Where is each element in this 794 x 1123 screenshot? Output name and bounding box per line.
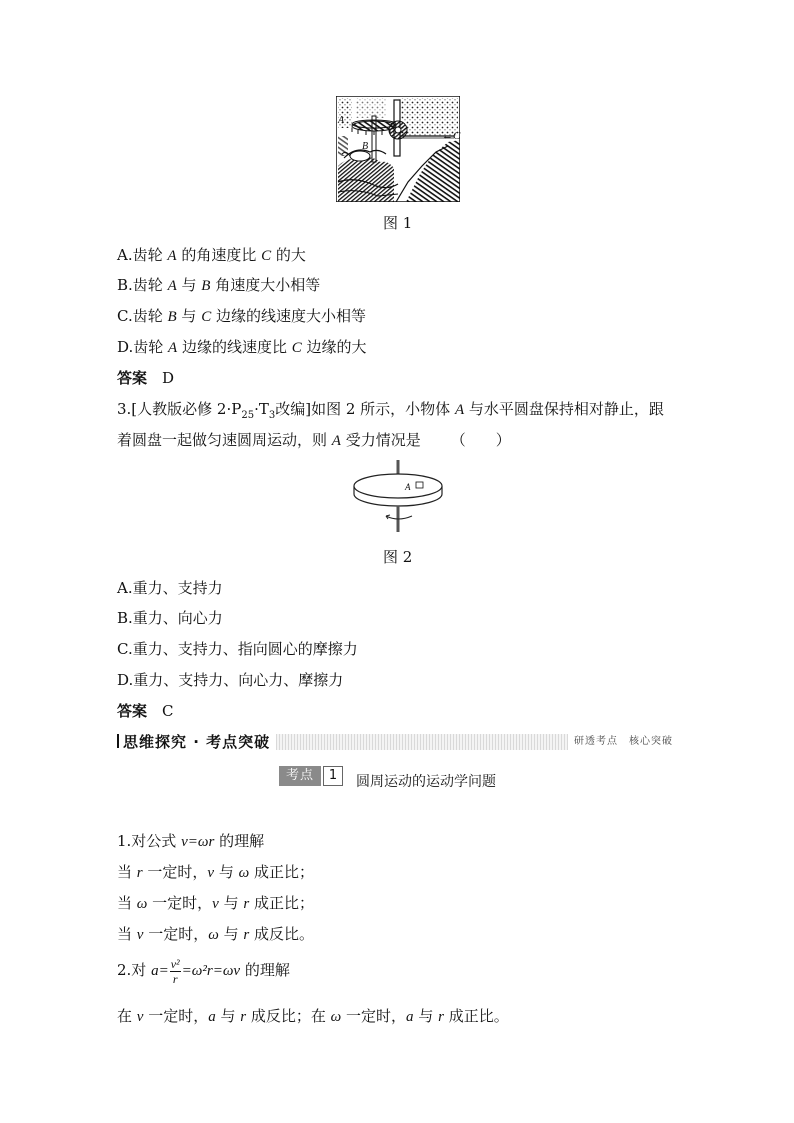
p1-line-2: 当 ω 一定时，v 与 r 成正比； (117, 894, 314, 912)
figure-1-label-b: B (362, 141, 369, 152)
p1-line-1: 当 r 一定时，v 与 ω 成正比； (117, 863, 314, 881)
figure-1-caption: 图 1 (383, 214, 413, 232)
q3-stem-line-2: 着圆盘一起做匀速圆周运动，则 A 受力情况是 （ ） (117, 431, 511, 449)
p2-heading: 2.对 a= $\frac{\text{v²}}{r}$ =ω²r=ωv 的理解 (117, 956, 290, 986)
figure-2-disk (350, 458, 448, 534)
p2-line: 在 v 一定时，a 与 r 成反比；在 ω 一定时，a 与 r 成正比。 (117, 1007, 509, 1025)
q3-option-d: D.重力、支持力、向心力、摩擦力 (117, 671, 344, 689)
q2-option-c: C.齿轮 B 与 C 边缘的线速度大小相等 (117, 307, 366, 325)
p2-fraction: $\frac{\text{v²}}{r}$ (170, 956, 180, 986)
figure-1-label-a: A (338, 115, 345, 126)
kaodian-title: 圆周运动的运动学问题 (356, 774, 496, 790)
q2-option-a: A.齿轮 A 的角速度比 C 的大 (117, 246, 306, 264)
q3-stem-line-1: 3.[人教版必修 $2\cdot P_{25}\cdot T_3$改编]如图 2 所示，小物体 A 与水平圆盘保持相对静止，跟 (117, 400, 664, 421)
kaodian-number: 1 (323, 766, 343, 786)
q3-option-a: A.重力、支持力 (117, 579, 223, 597)
section-title: 思维探究 · 考点突破 (117, 732, 276, 752)
figure-1-label-c-pointer: ←C (442, 130, 461, 142)
figure-1-label-c: C (453, 130, 461, 142)
q2-answer: 答案 D (117, 369, 175, 387)
section-subtitle: 研透考点 核心突破 (568, 734, 677, 750)
q3-answer: 答案 C (117, 702, 174, 720)
p1-line-3: 当 v 一定时，ω 与 r 成反比。 (117, 925, 314, 943)
figure-2-caption: 图 2 (383, 548, 413, 566)
kaodian-label: 考点 (279, 766, 321, 786)
figure-2-label-a: A (405, 482, 411, 492)
q2-option-b: B.齿轮 A 与 B 角速度大小相等 (117, 276, 321, 294)
figure-1-gears (336, 96, 460, 202)
q3-answer-bracket: （ ） (450, 431, 511, 449)
q3-option-b: B.重力、向心力 (117, 609, 223, 627)
figure-2-block (416, 482, 423, 488)
section-header-band (117, 734, 677, 750)
p1-heading: 1.对公式 v=ωr 的理解 (117, 832, 265, 850)
kaodian-badge (279, 766, 343, 786)
q2-option-d: D.齿轮 A 边缘的线速度比 C 边缘的大 (117, 338, 367, 356)
section-bar-icon (117, 734, 119, 748)
q3-option-c: C.重力、支持力、指向圆心的摩擦力 (117, 640, 358, 658)
